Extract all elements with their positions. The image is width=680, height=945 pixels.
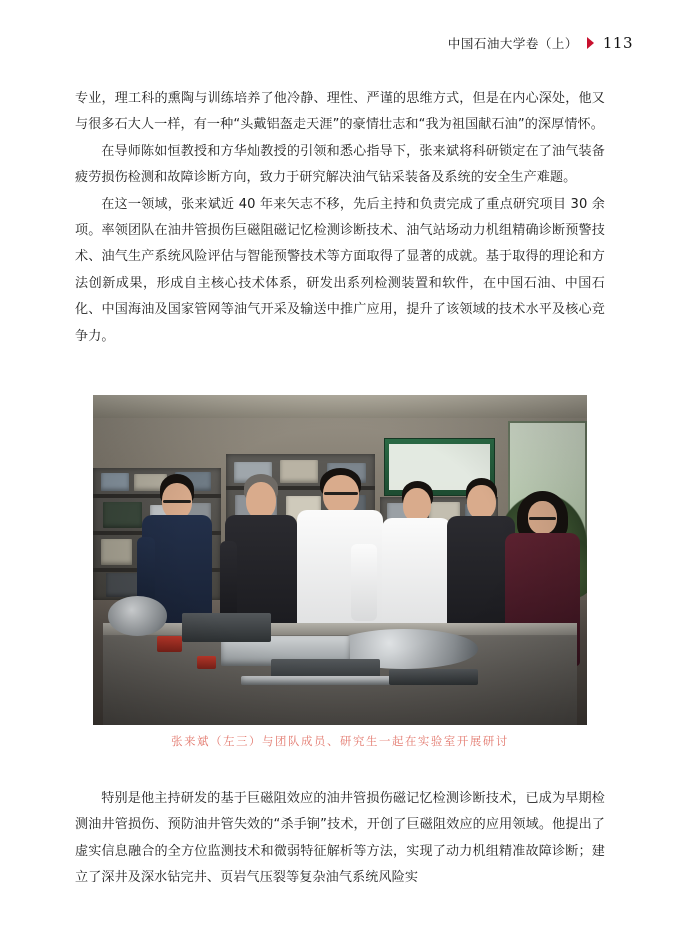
body-text-bottom [75,786,605,892]
paragraph: 在这一领域，张来斌近 40 年来矢志不移，先后主持和负责完成了重点研究项目 30 余项。率领团队在油井管损伤巨磁阻磁记忆检测诊断技术、油气站场动力机组精确诊断预警技术、油气生产系统风险评估与智能预警技术等方面取得了显著的成就。基于取得的理论和方法创新成果，形成自主核心技术体系，研发出系列检测装置和软件，在中国石油、中国石化、中国海油及国家管网等油气开采及输送中推广应用，提升了该领域的技术水平及核心竞争力。 [75,196,605,344]
figure-photo [93,395,587,725]
header-triangle-icon [587,37,594,49]
apparatus-rod [241,676,409,686]
apparatus-base [389,669,478,686]
header-title: 中国石油大学卷（上） [447,36,578,51]
page-number: 113 [602,34,633,52]
photo-scene [93,395,587,725]
apparatus-red-clamp [157,636,182,653]
photo-image [93,395,587,725]
body-text-top [75,86,605,350]
photo-ceiling [93,395,587,418]
apparatus-red-clamp [197,656,217,669]
paragraph: 专业，理工科的熏陶与训练培养了他冷静、理性、严谨的思维方式，但是在内心深处，他又与很多石大人一样，有一种“头戴铝盔走天涯”的豪情壮志和“我为祖国献石油”的深厚情怀。 [75,91,605,133]
apparatus-module [182,613,271,643]
paragraph: 在导师陈如恒教授和方华灿教授的引领和悉心指导下，张来斌将科研锁定在了油气装备疲劳损伤检测和故障诊断方向，致力于研究解决油气钻采装备及系统的安全生产难题。 [75,143,605,186]
figure-caption: 张来斌（左三）与团队成员、研究生一起在实验室开展研讨 [171,734,509,748]
apparatus-wheel [108,596,167,636]
page-header [0,30,633,56]
paragraph: 特别是他主持研发的基于巨磁阻效应的油井管损伤磁记忆检测诊断技术，已成为早期检测油井管损伤、预防油井管失效的“杀手锏”技术，开创了巨磁阻效应的应用领域。他提出了虚实信息融合的全方位监测技术和微弱特征解析等方法，实现了动力机组精准故障诊断；建立了深井及深水钻完井、页岩气压裂等复杂油气系统风险实 [75,791,605,886]
